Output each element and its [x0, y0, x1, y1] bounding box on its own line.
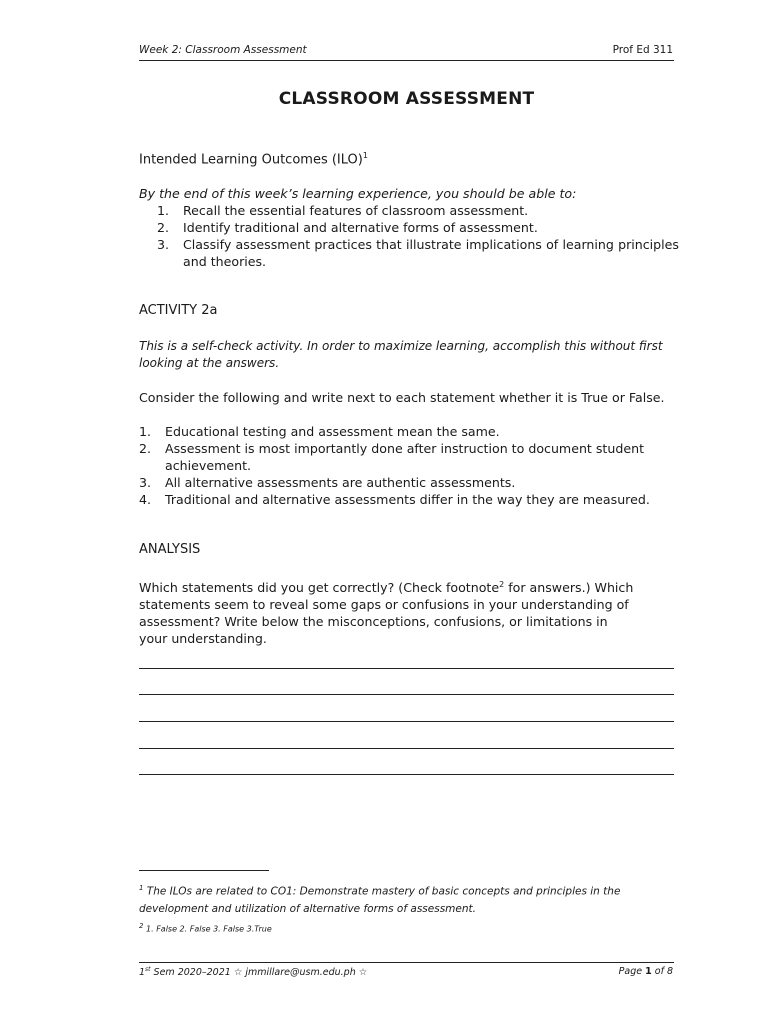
ilo-item [139, 236, 679, 270]
activity-heading: ACTIVITY 2a [139, 303, 218, 318]
running-header-right: Prof Ed 311 [612, 44, 673, 56]
statement-item [139, 440, 679, 474]
footnote-2 [139, 922, 272, 934]
footer-page-indicator [619, 966, 673, 977]
footer-sem-text: Sem 2020–2021 ☆ jmmillare@usm.edu.ph ☆ [150, 967, 368, 979]
analysis-heading: ANALYSIS [139, 542, 201, 557]
footer-left [139, 966, 367, 978]
footer-page-of: of [651, 966, 667, 977]
statement-item [139, 423, 679, 440]
statement-number: 4. [139, 492, 152, 507]
answer-line[interactable] [139, 668, 674, 669]
ilo-item [139, 202, 679, 219]
ilo-item-text: Recall the essential features of classroom assessment. [183, 203, 529, 218]
footnote-2-text: 1. False 2. False 3. False 3.True [143, 924, 272, 934]
ilo-item-text: Classify assessment practices that illustrate implications of learning principles and theories. [183, 237, 679, 269]
footnote-rule [139, 870, 269, 871]
header-week: Week 2: [139, 44, 182, 56]
page-title: CLASSROOM ASSESSMENT [278, 89, 535, 109]
ilo-heading [139, 151, 368, 167]
footer-rule [139, 962, 674, 963]
footnote-2-marker: 2 [139, 922, 144, 930]
statement-item [139, 491, 679, 508]
footer-sem-suffix: st [145, 966, 151, 973]
ilo-item-text: Identify traditional and alternative forms of assessment. [183, 220, 538, 235]
footnote-1-text: The ILOs are related to CO1: Demonstrate mastery of basic concepts and principles in the development and utilization of alternative forms of assessment. [139, 885, 621, 915]
header-title: Classroom Assessment [181, 44, 307, 56]
ilo-item-number: 3. [157, 237, 170, 252]
statement-item [139, 474, 679, 491]
statement-number: 1. [139, 424, 152, 439]
statement-text: Educational testing and assessment mean the same. [165, 424, 500, 439]
ilo-intro: By the end of this week’s learning experience, you should be able to: [139, 186, 577, 201]
footnote-1-marker: 1 [139, 884, 144, 892]
footer-page-label: Page [618, 966, 646, 977]
statement-number: 3. [139, 475, 152, 490]
footnote-1 [139, 880, 679, 918]
statement-list [139, 423, 679, 508]
statement-number: 2. [139, 441, 152, 456]
ilo-item [139, 219, 679, 236]
analysis-text-before: Which statements did you get correctly? (Check footnote [139, 580, 500, 596]
activity-instruction: Consider the following and write next to each statement whether it is True or False. [139, 390, 665, 405]
footer-page-total: 8 [666, 966, 673, 977]
analysis-paragraph [139, 576, 639, 647]
ilo-item-number: 2. [157, 220, 170, 235]
activity-intro: This is a self-check activity. In order to maximize learning, accomplish this without first looking at the answers. [139, 339, 663, 370]
ilo-item-number: 1. [157, 203, 170, 218]
statement-text: All alternative assessments are authentic assessments. [165, 475, 516, 490]
answer-line[interactable] [139, 694, 674, 695]
header-rule [139, 60, 674, 61]
statement-text: Traditional and alternative assessments differ in the way they are measured. [165, 492, 650, 507]
running-header-left [139, 44, 307, 56]
answer-line[interactable] [139, 721, 674, 722]
ilo-heading-text: Intended Learning Outcomes (ILO) [139, 152, 363, 168]
footnote-ref-2: 2 [499, 580, 505, 589]
statement-text: Assessment is most importantly done after instruction to document student achievement. [165, 441, 645, 473]
answer-line[interactable] [139, 748, 674, 749]
footer-page-number: 1 [645, 966, 652, 977]
footnote-ref-1: 1 [362, 151, 368, 160]
answer-line[interactable] [139, 774, 674, 775]
ilo-list [139, 202, 679, 270]
footer-sem-number: 1 [139, 967, 146, 979]
analysis-text-after: for answers.) Which statements seem to reveal some gaps or confusions in your understanding of assessment? Write below the misconceptions, confusions, or limitations in your understanding. [139, 580, 634, 647]
